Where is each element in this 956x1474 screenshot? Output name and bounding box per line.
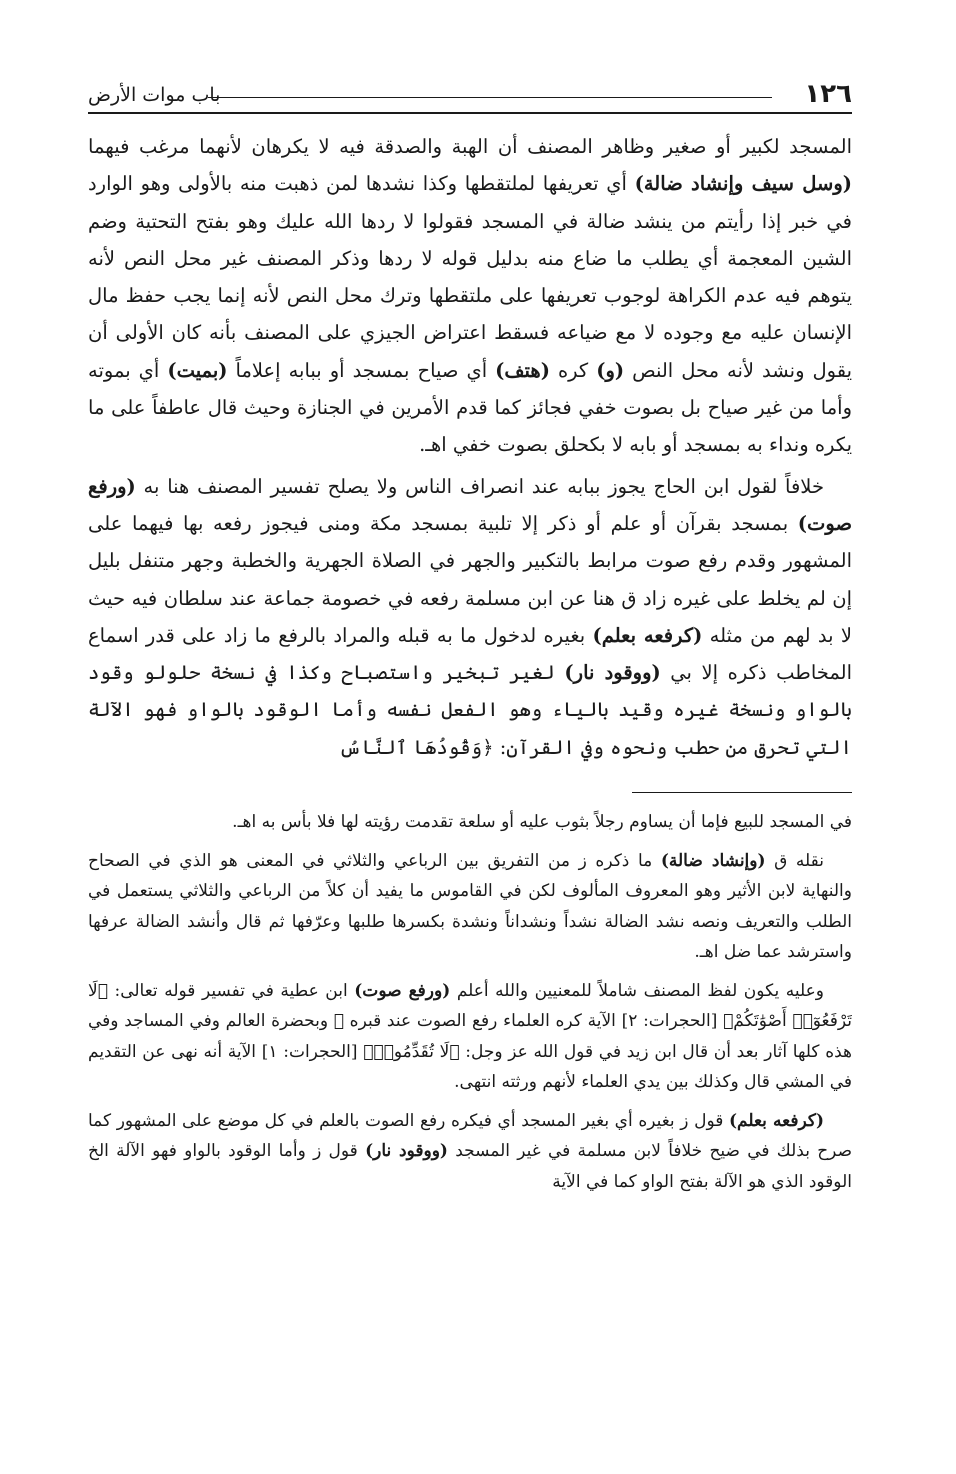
bold-term: (بميت) — [167, 358, 228, 382]
header-rule — [208, 97, 772, 98]
text-run: أي بموته وأما من غير صياح بل بصوت خفي فجائز كما قدم الأمرين في الجنازة وحيث قال عاطفاً على ما يكره ونداء به بمسجد أو بابه لا بكحلق بصوت خفي اهـ. — [88, 358, 852, 457]
book-page — [88, 78, 852, 1408]
bold-term: (ووقود نار) — [365, 1141, 448, 1162]
page-number: ١٢٦ — [804, 79, 852, 109]
text-run: ابن عطية في تفسير قوله تعالى: ﴿لَا تَرْفَعُوٓا۟ أَصْوَٰتَكُمْ﴾ [الحجرات: ٢] الآية كره العلماء رفع الصوت عند قبره ﷺ وبحضرة العالم وفي المساجد وفي هذه كلها آثار بعد أن قال ابن زيد في قول الله عز وجل: ﴿لَا تُقَدِّمُوا۟﴾ [الحجرات: ١] الآية أنه نهى عن التقديم في المشي قال وكذلك بين يدي العلماء لأنهم ورثته انتهى. — [88, 980, 852, 1093]
bold-term: (ورفع صوت) — [354, 980, 451, 1001]
bold-term: (ووقود نار) — [564, 661, 661, 685]
text-run: خلافاً لقول ابن الحاج يجوز ببابه عند انصراف الناس ولا يصلح تفسير المصنف هنا به — [135, 474, 824, 498]
bold-term: (كرفعه بعلم) — [592, 623, 703, 647]
main-text — [88, 128, 852, 766]
text-run: بغيره لدخول ما به قبله والمراد بالرفع ما زاد على قدر اسماع المخاطب ذكره إلا بي — [88, 623, 852, 685]
note-paragraph — [88, 846, 852, 968]
bold-term: (و) — [596, 358, 625, 382]
text-run: بمسجد بقرآن أو علم أو ذكر إلا تلبية بمسجد مكة ومنى فيجوز رفعه بها فيهما على المشهور وقدم رفع صوت مرابط بالتكبير والجهر في الصلاة الجهرية والخطبة وجهر متنفل بليل إن لم يخلط على غيره زاد ق هنا عن ابن مسلمة رفعه في خصومة جماعة عند سلطان فيه حيث لا بد لهم من مثله — [88, 511, 852, 647]
text-run: لغير تبخير واستصباح وكذا في نسخة حلولو وقود بالواو ونسخة غيره وقيد بالياء وهو الفعل نفسه وأما الوقود بالواو فهو الآلة التي تحرق من حطب ونحوه وفي القرآن: ﴿وَقُودُهَا ٱلنَّاسُ — [88, 661, 852, 759]
main-paragraph — [88, 128, 852, 464]
bold-term: (هتف) — [495, 358, 550, 382]
bold-term: (وسل سيف وإنشاد ضالة) — [634, 172, 852, 196]
bold-term: (ورفع صوت) — [88, 474, 852, 535]
footnote-separator — [632, 792, 852, 793]
text-run: أي صياح بمسجد أو ببابه إعلاماً — [227, 358, 496, 382]
note-paragraph — [88, 1106, 852, 1198]
running-title: باب موات الأرض — [88, 84, 221, 106]
text-run: ما ذكره ز من التفريق بين الرباعي والثلاثي في المعنى هو الذي في الصحاح والنهاية لابن الأثير وهو المعروف المألوف لكن في القاموس ما يفيد أن كلاً من الرباعي والثلاثي يستعمل في الطلب والتعريف ونصه نشد الضالة نشداً ونشداناً ونشدة بكسرها طلبها وعرّفها ثم قال وأنشد الضالة عرفها واسترشد عما ضل اهـ. — [88, 850, 852, 963]
text-run: قول ز وأما الوقود بالواو فهو الآلة الخ الوقود الذي هو الآلة بفتح الواو كما في الآية — [88, 1141, 852, 1192]
note-paragraph — [88, 976, 852, 1098]
footnotes — [88, 807, 852, 1197]
text-run: وعليه يكون لفظ المصنف شاملاً للمعنيين والله أعلم — [450, 980, 824, 1001]
text-run: المسجد لكبير أو صغير وظاهر المصنف أن الهبة والصدقة فيه لا يكرهان لأنهما مرغب فيهما — [88, 135, 852, 158]
text-run: كره — [549, 358, 597, 382]
text-run: قول ز بغيره أي بغير المسجد أي فيكره رفع الصوت بالعلم في كل موضع على المشهور كما صرح بذلك في ضيح خلافاً لابن مسلمة في غير المسجد — [88, 1110, 852, 1162]
main-paragraph — [88, 468, 852, 766]
bold-term: (وإنشاد ضالة) — [660, 850, 766, 871]
note-paragraph: في المسجد للبيع فإما أن يساوم رجلاً بثوب عليه أو سلعة تقدمت رؤيته لها فلا بأس به اهـ. — [232, 812, 852, 833]
page-header — [88, 78, 852, 114]
bold-term: (كرفعه بعلم) — [729, 1110, 825, 1131]
text-run: أي تعريفها لملتقطها وكذا نشدها لمن ذهبت منه بالأولى وهو الوارد في خبر إذا رأيتم من ينشد ضالة في المسجد فقولوا لا ردها الله عليك وهو بفتح التحتية وضم الشين المعجمة أي يطلب ما ضاع منه بدليل قوله لا ردها وذكر المصنف غير محل النص لأنه يتوهم فيه عدم الكراهة لوجوب تعريفها على ملتقطها وترك محل النص لأنه إنما يجب حفظ مال الإنسان عليه مع وجوده لا مع ضياعه فسقط اعتراض الجيزي على المصنف بأنه كان الأولى أن يقول ونشد لأنه محل النص — [88, 172, 852, 382]
text-run: نقله ق — [765, 850, 824, 871]
